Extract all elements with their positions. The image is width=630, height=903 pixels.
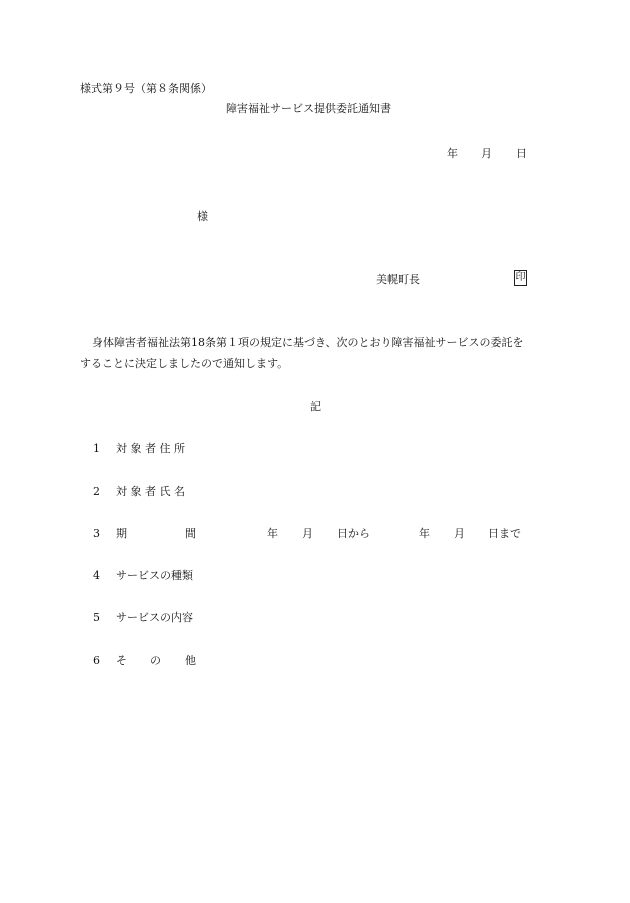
item-number: 5 — [93, 611, 100, 624]
date-day: 日 — [516, 147, 527, 160]
item-number: 2 — [93, 485, 100, 498]
document-title: 障害福祉サービス提供委託通知書 — [226, 102, 391, 115]
date-year: 年 — [447, 147, 458, 160]
to-day: 日まで — [488, 527, 521, 540]
ki-heading: 記 — [310, 400, 321, 413]
seal-mark: 印 — [514, 270, 527, 286]
item-label-b: 間 — [185, 527, 196, 540]
body-text-line-2: することに決定しましたので通知します。 — [80, 357, 289, 370]
date-month: 月 — [481, 147, 492, 160]
item-label: サービスの内容 — [116, 611, 193, 624]
item-label-a: そ — [116, 654, 127, 667]
from-month: 月 — [302, 527, 313, 540]
issuer-name: 美幌町長 — [376, 273, 420, 286]
item-label: サービスの種類 — [116, 569, 193, 582]
item-number: 4 — [93, 569, 100, 582]
form-number: 様式第９号（第８条関係） — [80, 82, 212, 95]
item-label: 対 象 者 氏 名 — [116, 485, 185, 498]
item-label-c: 他 — [185, 654, 196, 667]
from-year: 年 — [267, 527, 278, 540]
item-number: 6 — [93, 654, 100, 667]
to-year: 年 — [419, 527, 430, 540]
body-text-line-1: 身体障害者福祉法第18条第１項の規定に基づき、次のとおり障害福祉サービスの委託を — [92, 336, 524, 349]
item-label-b: の — [150, 654, 161, 667]
item-label-a: 期 — [116, 527, 127, 540]
from-day: 日から — [337, 527, 370, 540]
item-number: 1 — [93, 442, 100, 455]
addressee-suffix: 様 — [197, 210, 208, 223]
to-month: 月 — [454, 527, 465, 540]
item-label: 対 象 者 住 所 — [116, 442, 185, 455]
item-number: 3 — [93, 527, 100, 540]
